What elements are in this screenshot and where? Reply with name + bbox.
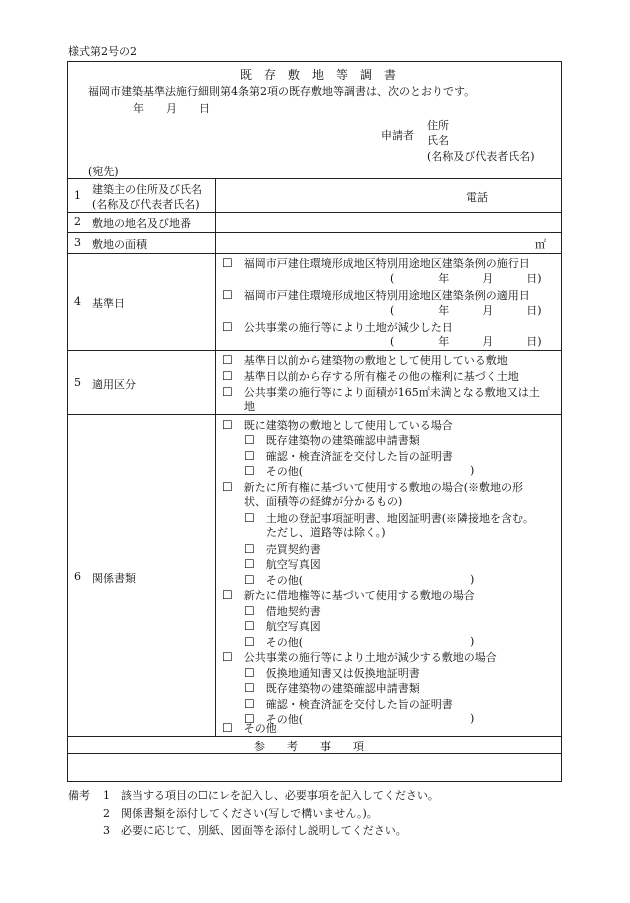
base-date-option: ☐ 公共事業の施行等により土地が減少した日: [222, 320, 453, 334]
close-paren: ): [470, 635, 475, 648]
row-divider: [67, 178, 562, 179]
base-date-option: ☐ 福岡市戸建住環境形成地区特別用途地区建築条例の施行日: [222, 256, 530, 270]
close-paren: ): [470, 712, 475, 725]
addressee: (宛先): [88, 165, 119, 178]
document-item: ☐ 確認・検査済証を交付した旨の証明書: [244, 449, 453, 463]
class-option-continued: 地: [244, 400, 255, 413]
document-group: ☐ 公共事業の施行等により土地が減少する敷地の場合: [222, 650, 497, 664]
document-group: ☐ 新たに借地権等に基づいて使用する敷地の場合: [222, 588, 475, 602]
class-option: ☐ 公共事業の施行等により面積が165㎡未満となる敷地又は土: [222, 385, 540, 399]
checkbox-icon[interactable]: ☐: [244, 604, 255, 618]
checkbox-icon[interactable]: ☐: [244, 449, 255, 463]
checkbox-icon[interactable]: ☐: [244, 542, 255, 556]
checkbox-icon[interactable]: ☐: [244, 464, 255, 478]
checkbox-icon[interactable]: ☐: [244, 681, 255, 695]
close-paren: ): [470, 573, 475, 586]
document-item: ☐ 売買契約書: [244, 542, 321, 556]
applicant-address-label: 住所: [427, 119, 449, 132]
document-item-other: ☐ その他(: [244, 712, 304, 726]
row-divider: [67, 736, 562, 737]
document-item: ☐ 確認・検査済証を交付した旨の証明書: [244, 697, 453, 711]
row-divider: [67, 212, 562, 213]
document-item-other: ☐ その他(: [244, 573, 304, 587]
form-number: 様式第2号の2: [68, 45, 137, 58]
row-divider: [67, 414, 562, 415]
row-number: 6: [74, 570, 81, 583]
row-number: 5: [74, 376, 81, 389]
checkbox-icon[interactable]: ☐: [244, 619, 255, 633]
owner-label-note: (名称及び代表者氏名): [92, 198, 200, 211]
checkbox-icon[interactable]: ☐: [222, 288, 233, 302]
row-divider: [67, 232, 562, 233]
checkbox-icon[interactable]: ☐: [222, 320, 233, 334]
documents-label: 関係書類: [92, 572, 136, 585]
applicant-name-note: (名称及び代表者氏名): [427, 150, 535, 163]
row-number: 2: [74, 215, 81, 228]
document-item: ☐ 航空写真図: [244, 619, 321, 633]
close-paren: ): [470, 464, 475, 477]
phone-label: 電話: [466, 191, 488, 204]
date-field: ( 年 月 日): [390, 335, 542, 348]
column-divider: [215, 178, 216, 736]
date-field: ( 年 月 日): [390, 272, 542, 285]
checkbox-icon[interactable]: ☐: [222, 650, 233, 664]
checkbox-icon[interactable]: ☐: [244, 557, 255, 571]
intro-text: 福岡市建築基準法施行細則第4条第2項の既存敷地等調書は、次のとおりです。: [88, 85, 476, 98]
area-unit: ㎡: [535, 238, 546, 251]
document-group: ☐ 既に建築物の敷地として使用している場合: [222, 418, 453, 432]
checkbox-icon[interactable]: ☐: [222, 369, 233, 383]
document-item: ☐ 既存建築物の建築確認申請書類: [244, 681, 420, 695]
document-item-other: ☐ その他(: [244, 464, 304, 478]
note-item: 3 必要に応じて、別紙、図面等を添付し説明してください。: [103, 824, 407, 837]
row-number: 1: [74, 189, 81, 202]
checkbox-icon[interactable]: ☐: [244, 666, 255, 680]
note-item: 2 関係書類を添付してください(写しで構いません。)。: [103, 807, 378, 820]
checkbox-icon[interactable]: ☐: [222, 480, 233, 494]
document-item: ☐ 既存建築物の建築確認申請書類: [244, 433, 420, 447]
checkbox-icon[interactable]: ☐: [222, 418, 233, 432]
document-group-continued: 状、面積等の経緯が分かるもの): [244, 495, 403, 508]
owner-label: 建築主の住所及び氏名: [92, 183, 202, 196]
area-label: 敷地の面積: [92, 238, 147, 251]
row-number: 3: [74, 236, 81, 249]
checkbox-icon[interactable]: ☐: [222, 721, 233, 735]
document-group: ☐ 新たに所有権に基づいて使用する敷地の場合(※敷地の形: [222, 480, 524, 494]
application-class-label: 適用区分: [92, 378, 136, 391]
class-option: ☐ 基準日以前から存する所有権その他の権利に基づく土地: [222, 369, 519, 383]
applicant-name-label: 氏名: [427, 134, 449, 147]
row-divider: [67, 350, 562, 351]
lot-label: 敷地の地名及び地番: [92, 217, 191, 230]
checkbox-icon[interactable]: ☐: [244, 697, 255, 711]
date-line: 年 月 日: [133, 102, 210, 115]
checkbox-icon[interactable]: ☐: [222, 256, 233, 270]
checkbox-icon[interactable]: ☐: [222, 385, 233, 399]
document-item: ☐ 借地契約書: [244, 604, 321, 618]
checkbox-icon[interactable]: ☐: [244, 433, 255, 447]
form-title: 既 存 敷 地 等 調 書: [240, 68, 397, 82]
checkbox-icon[interactable]: ☐: [244, 573, 255, 587]
reference-header: 参 考 事 項: [254, 740, 364, 753]
document-item-other: ☐ その他(: [244, 635, 304, 649]
reference-field[interactable]: [68, 754, 561, 781]
document-item: ☐ 土地の登記事項証明書、地図証明書(※隣接地を含む。: [244, 511, 535, 525]
checkbox-icon[interactable]: ☐: [222, 588, 233, 602]
checkbox-icon[interactable]: ☐: [244, 635, 255, 649]
row-number: 4: [74, 295, 81, 308]
base-date-option: ☐ 福岡市戸建住環境形成地区特別用途地区建築条例の適用日: [222, 288, 530, 302]
applicant-label: 申請者: [381, 129, 414, 142]
note-item: 1 該当する項目の☐にレを記入し、必要事項を記入してください。: [103, 789, 439, 802]
document-item: ☐ 仮換地通知書又は仮換地証明書: [244, 666, 420, 680]
checkbox-icon[interactable]: ☐: [222, 353, 233, 367]
notes-label: 備考: [68, 789, 90, 802]
document-group: ☐ その他: [222, 721, 277, 735]
checkbox-icon[interactable]: ☐: [244, 712, 255, 726]
document-item-continued: ただし、道路等は除く。): [266, 526, 386, 539]
class-option: ☐ 基準日以前から建築物の敷地として使用している敷地: [222, 353, 508, 367]
date-field: ( 年 月 日): [390, 304, 542, 317]
row-divider: [67, 253, 562, 254]
base-date-label: 基準日: [92, 297, 125, 310]
document-item: ☐ 航空写真図: [244, 557, 321, 571]
checkbox-icon[interactable]: ☐: [244, 511, 255, 525]
